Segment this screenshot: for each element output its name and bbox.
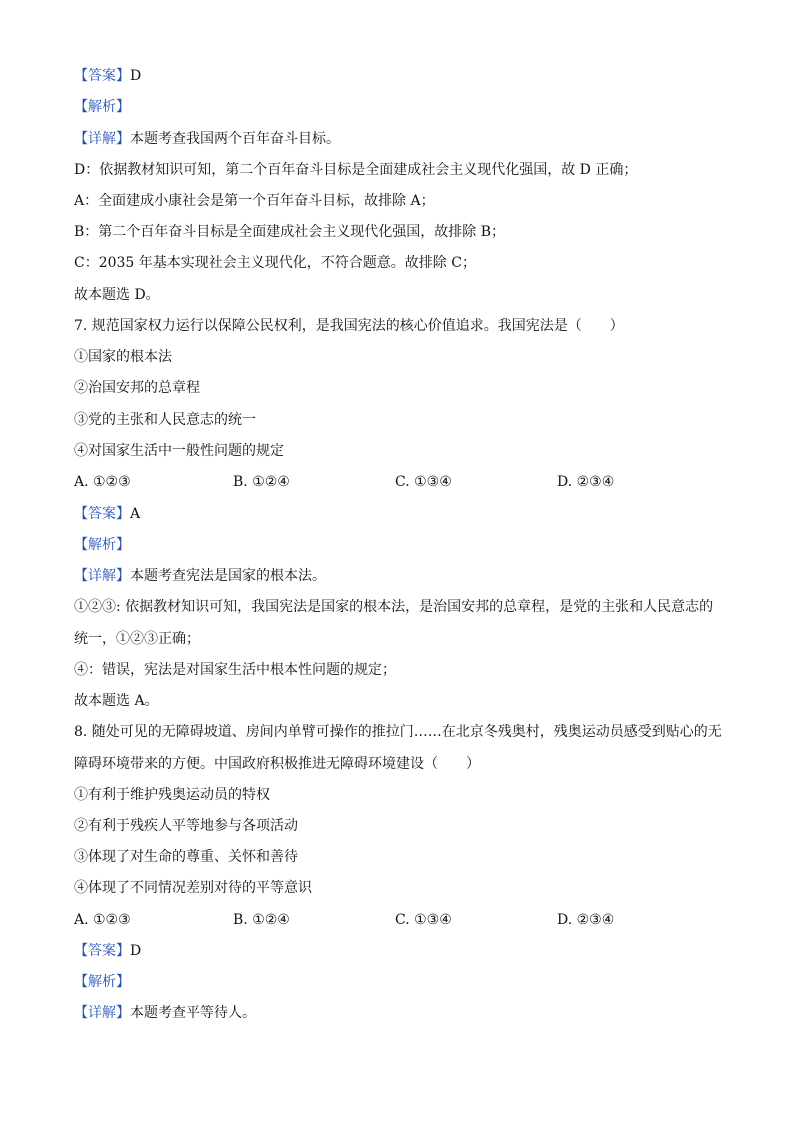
detail-tag: 【详解】 (74, 131, 130, 147)
q7-explanation-line: ①②③: 依据教材知识可知，我国宪法是国家的根本法，是治国安邦的总章程，是党的主张和人民意志的 (74, 599, 714, 615)
detail-text: 本题考查宪法是国家的根本法。 (130, 568, 326, 584)
answer-tag: 【答案】 (74, 943, 130, 959)
q6-conclusion-line: 故本题选 D。 (74, 287, 160, 303)
q6-analysis-heading: 【解析】 (74, 99, 130, 115)
option-a: A. ①②③ (74, 912, 131, 928)
q8-statement: ④体现了不同情况差别对待的平等意识 (74, 880, 312, 896)
q7-stem: 7. 规范国家权力运行以保障公民权利，是我国宪法的核心价值追求。我国宪法是（ ） (74, 318, 624, 334)
detail-tag: 【详解】 (74, 1005, 130, 1021)
q7-statement: ③党的主张和人民意志的统一 (74, 412, 256, 428)
q7-detail-line (74, 566, 326, 586)
q8-stem-line: 障碍环境带来的方便。中国政府积极推进无障碍环境建设（ ） (74, 756, 480, 772)
q7-explanation-line: ④：错误，宪法是对国家生活中根本性问题的规定； (74, 662, 396, 678)
option-a: A. ①②③ (74, 474, 131, 490)
q8-statement: ①有利于维护残奥运动员的特权 (74, 787, 270, 803)
q7-conclusion-line: 故本题选 A。 (74, 693, 159, 709)
option-b: B. ①②④ (233, 912, 290, 928)
q8-stem-line: 8. 随处可见的无障碍坡道、房间内单臂可操作的推拉门……在北京冬残奥村，残奥运动员感受到贴心的无 (74, 724, 722, 740)
answer-value: D (130, 68, 142, 84)
q6-answer-line (74, 66, 141, 86)
option-c: C. ①③④ (395, 912, 452, 928)
answer-value: A (130, 506, 141, 522)
q8-statement: ③体现了对生命的尊重、关怀和善待 (74, 849, 298, 865)
detail-text: 本题考查平等待人。 (130, 1005, 256, 1021)
q8-answer-line (74, 941, 141, 961)
q6-explanation-line: C：2035 年基本实现社会主义现代化，不符合题意。故排除 C； (74, 255, 476, 271)
detail-text: 本题考查我国两个百年奋斗目标。 (130, 131, 340, 147)
q8-statement: ②有利于残疾人平等地参与各项活动 (74, 818, 298, 834)
option-c: C. ①③④ (395, 474, 452, 490)
q7-statement: ②治国安邦的总章程 (74, 380, 200, 396)
q6-explanation-line: D：依据教材知识可知，第二个百年奋斗目标是全面建成社会主义现代化强国，故 D 正确； (74, 162, 638, 178)
answer-tag: 【答案】 (74, 506, 130, 522)
answer-value: D (130, 943, 142, 959)
answer-tag: 【答案】 (74, 68, 130, 84)
q8-detail-line (74, 1003, 256, 1023)
option-b: B. ①②④ (233, 474, 290, 490)
q7-analysis-heading: 【解析】 (74, 537, 130, 553)
detail-tag: 【详解】 (74, 568, 130, 584)
q7-statement: ④对国家生活中一般性问题的规定 (74, 443, 284, 459)
q7-explanation-line: 统一，①②③正确； (74, 631, 200, 647)
q6-explanation-line: A：全面建成小康社会是第一个百年奋斗目标，故排除 A； (74, 193, 435, 209)
option-d: D. ②③④ (557, 912, 615, 928)
q7-answer-line (74, 504, 140, 524)
q6-detail-line (74, 129, 340, 149)
option-d: D. ②③④ (557, 474, 615, 490)
q8-analysis-heading: 【解析】 (74, 974, 130, 990)
q6-explanation-line: B：第二个百年奋斗目标是全面建成社会主义现代化强国，故排除 B； (74, 224, 506, 240)
q7-statement: ①国家的根本法 (74, 349, 172, 365)
